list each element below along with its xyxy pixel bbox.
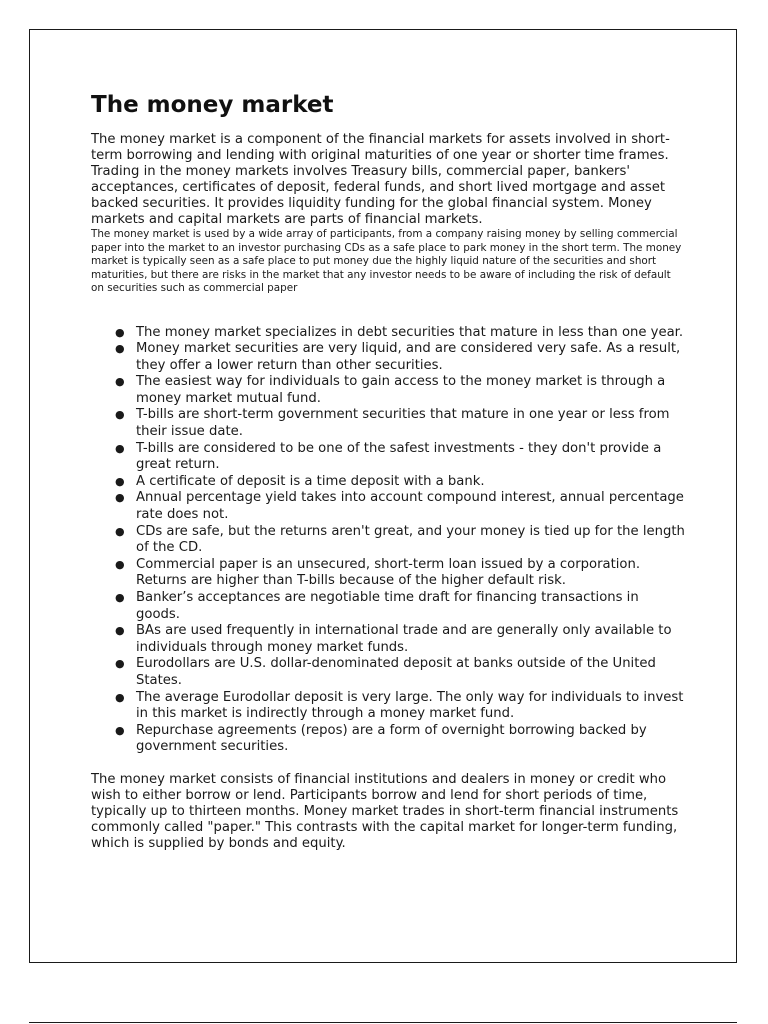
bullet-icon: ●	[115, 524, 125, 538]
bullet-icon: ●	[115, 491, 125, 505]
list-item	[115, 656, 685, 689]
bullet-icon: ●	[115, 474, 125, 488]
list-item-text: T-bills are short-term government securities that mature in one year or less from their issue date.	[136, 407, 670, 440]
closing-paragraph: The money market consists of financial institutions and dealers in money or credit who wish to either borrow or lend. Participants borrow and lend for short periods of time, typically up to thirteen months. Money market trades in short-term financial instruments commonly called "paper." This contrasts with the capital market for longer-term funding, which is supplied by bonds and equity.	[91, 771, 679, 851]
bullet-icon: ●	[115, 657, 125, 671]
list-item-text: Money market securities are very liquid, and are considered very safe. As a result, they offer a lower return than other securities.	[136, 341, 681, 373]
list-item-text: Annual percentage yield takes into account compound interest, annual percentage rate does not.	[136, 490, 684, 523]
list-item-text: CDs are safe, but the returns aren't great, and your money is tied up for the length of the CD.	[136, 523, 685, 556]
bullet-icon: ●	[115, 408, 125, 422]
bullet-icon: ●	[115, 557, 125, 571]
bullet-icon: ●	[115, 342, 125, 356]
list-item-text: A certificate of deposit is a time deposit with a bank.	[136, 473, 485, 489]
list-item	[115, 556, 685, 590]
bullet-icon: ●	[115, 325, 125, 339]
page-content	[91, 90, 685, 852]
list-item	[115, 473, 685, 491]
list-item-text: Eurodollars are U.S. dollar-denominated deposit at banks outside of the United States.	[136, 656, 656, 688]
page-title: The money market	[91, 92, 334, 118]
list-item-text: Commercial paper is an unsecured, short-term loan issued by a corporation. Returns are higher than T-bills because of the higher default risk.	[136, 556, 641, 589]
intro-paragraph: The money market is a component of the financial markets for assets involved in short-term borrowing and lending with original maturities of one year or shorter time frames. Trading in the money markets involves Treasury bills, commercial paper, bankers' acceptances, certificates of deposit, federal funds, and short lived mortgage and asset backed securities. It provides liquidity funding for the global financial system. Money markets and capital markets are parts of financial markets.	[91, 132, 670, 227]
bullet-icon: ●	[115, 690, 125, 704]
document-page	[29, 29, 737, 963]
bullet-icon: ●	[115, 591, 125, 604]
list-item-text: The money market specializes in debt securities that mature in less than one year.	[136, 324, 684, 340]
list-item	[115, 722, 685, 756]
list-item	[115, 407, 685, 440]
list-item	[115, 440, 685, 474]
list-item-text: Banker’s acceptances are negotiable time draft for financing transactions in goods.	[136, 590, 639, 622]
list-item	[115, 689, 685, 723]
list-item	[115, 490, 685, 523]
next-page-edge	[29, 1022, 737, 1023]
bullet-list	[91, 325, 685, 756]
list-item	[115, 623, 685, 656]
bullet-icon: ●	[115, 375, 125, 389]
list-item-text: T-bills are considered to be one of the safest investments - they don't provide a great return.	[136, 440, 662, 473]
list-item	[115, 341, 685, 374]
list-item-text: BAs are used frequently in international trade and are generally only available to individuals through money market funds.	[136, 623, 672, 655]
list-item	[115, 590, 685, 623]
bullet-icon: ●	[115, 441, 125, 455]
list-item	[115, 523, 685, 557]
list-item-text: The average Eurodollar deposit is very large. The only way for individuals to invest in this market is indirectly through a money market fund.	[136, 689, 684, 722]
list-item	[115, 374, 685, 407]
list-item	[115, 324, 685, 342]
bullet-icon: ●	[115, 624, 125, 638]
bullet-icon: ●	[115, 723, 125, 737]
participants-paragraph: The money market is used by a wide array of participants, from a company raising money by selling commercial paper into the market to an investor purchasing CDs as a safe place to park money in the short term. The money market is typically seen as a safe place to put money due the highly liquid nature of the securities and short maturities, but there are risks in the market that any investor needs to be aware of including the risk of default on securities such as commercial paper	[91, 228, 682, 294]
list-item-text: The easiest way for individuals to gain access to the money market is through a money market mutual fund.	[136, 374, 666, 406]
list-item-text: Repurchase agreements (repos) are a form of overnight borrowing backed by government securities.	[136, 722, 647, 755]
